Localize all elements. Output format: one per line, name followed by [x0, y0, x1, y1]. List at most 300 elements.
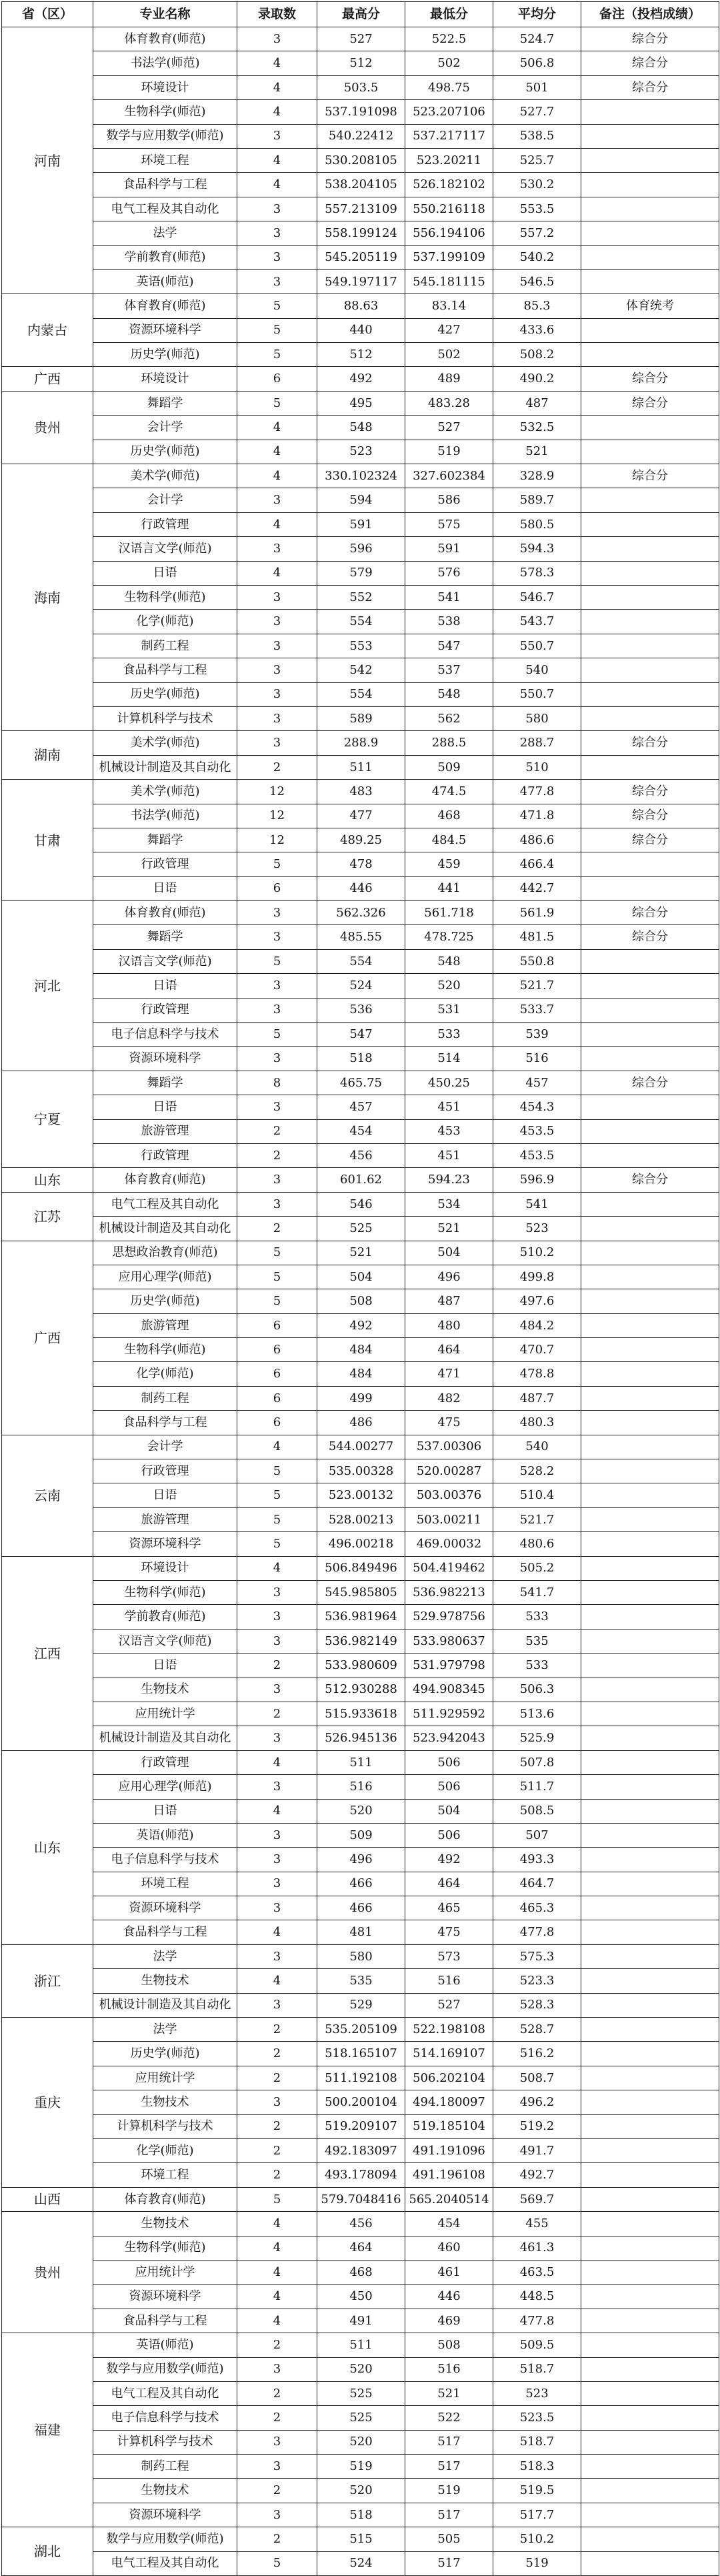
table-row	[2, 876, 719, 900]
major-cell: 生物科学(师范)	[93, 585, 237, 609]
remarks-cell	[581, 1313, 719, 1337]
highest-score-cell: 330.102324	[317, 464, 405, 488]
table-row	[2, 1338, 719, 1362]
major-cell: 体育教育(师范)	[93, 27, 237, 51]
highest-score-cell: 288.9	[317, 731, 405, 755]
average-score-cell: 470.7	[493, 1338, 581, 1362]
major-cell: 生物科学(师范)	[93, 1581, 237, 1605]
province-cell: 云南	[2, 1435, 93, 1556]
lowest-score-cell: 523.942043	[405, 1726, 493, 1750]
remarks-cell	[581, 537, 719, 561]
remarks-cell	[581, 1119, 719, 1143]
highest-score-cell: 554	[317, 610, 405, 634]
average-score-cell: 521.7	[493, 1507, 581, 1531]
table-row	[2, 440, 719, 464]
average-score-cell: 454.3	[493, 1095, 581, 1119]
highest-score-cell: 518	[317, 2503, 405, 2527]
lowest-score-cell: 451	[405, 1143, 493, 1167]
table-body	[2, 27, 719, 2576]
highest-score-cell: 542	[317, 658, 405, 682]
table-row	[2, 2333, 719, 2357]
major-cell: 电气工程及其自动化	[93, 1192, 237, 1216]
table-row	[2, 318, 719, 342]
major-cell: 生物科学(师范)	[93, 100, 237, 124]
lowest-score-cell: 517	[405, 2551, 493, 2575]
major-cell: 资源环境科学	[93, 2285, 237, 2309]
lowest-score-cell: 575	[405, 512, 493, 536]
table-row	[2, 634, 719, 658]
lowest-score-cell: 474.5	[405, 780, 493, 804]
remarks-cell	[581, 1532, 719, 1556]
table-row	[2, 1313, 719, 1337]
admitted-count-cell: 5	[237, 949, 317, 973]
lowest-score-cell: 503.00211	[405, 1507, 493, 1531]
remarks-cell	[581, 2236, 719, 2260]
lowest-score-cell: 523.207106	[405, 100, 493, 124]
average-score-cell: 501	[493, 75, 581, 99]
admitted-count-cell: 3	[237, 1629, 317, 1653]
remarks-cell	[581, 2114, 719, 2138]
lowest-score-cell: 475	[405, 1920, 493, 1944]
average-score-cell: 457	[493, 1071, 581, 1095]
average-score-cell: 517.7	[493, 2503, 581, 2527]
lowest-score-cell: 504	[405, 1799, 493, 1823]
average-score-cell: 493.3	[493, 1848, 581, 1872]
major-cell: 电气工程及其自动化	[93, 2551, 237, 2575]
major-cell: 食品科学与工程	[93, 173, 237, 197]
highest-score-cell: 549.197117	[317, 269, 405, 293]
remarks-cell	[581, 1362, 719, 1386]
table-row	[2, 1023, 719, 1047]
admitted-count-cell: 3	[237, 1872, 317, 1896]
admitted-count-cell: 6	[237, 1338, 317, 1362]
table-row	[2, 1532, 719, 1556]
remarks-cell	[581, 949, 719, 973]
remarks-cell	[581, 1896, 719, 1920]
average-score-cell: 580.5	[493, 512, 581, 536]
remarks-cell	[581, 561, 719, 585]
major-cell: 机械设计制造及其自动化	[93, 1993, 237, 2017]
remarks-cell	[581, 1143, 719, 1167]
major-cell: 历史学(师范)	[93, 1289, 237, 1313]
major-cell: 汉语言文学(师范)	[93, 1629, 237, 1653]
table-row	[2, 682, 719, 706]
table-row	[2, 1605, 719, 1629]
lowest-score-cell: 491.191096	[405, 2138, 493, 2162]
admitted-count-cell: 3	[237, 585, 317, 609]
lowest-score-cell: 522.5	[405, 27, 493, 51]
lowest-score-cell: 327.602384	[405, 464, 493, 488]
table-row	[2, 124, 719, 148]
major-cell: 制药工程	[93, 2455, 237, 2479]
table-row	[2, 2163, 719, 2187]
table-row	[2, 2357, 719, 2381]
lowest-score-cell: 529.978756	[405, 1605, 493, 1629]
average-score-cell: 543.7	[493, 610, 581, 634]
average-score-cell: 506.8	[493, 51, 581, 75]
lowest-score-cell: 550.216118	[405, 197, 493, 221]
remarks-cell	[581, 1023, 719, 1047]
admitted-count-cell: 12	[237, 828, 317, 852]
average-score-cell: 539	[493, 1023, 581, 1047]
major-cell: 应用统计学	[93, 2066, 237, 2090]
average-score-cell: 442.7	[493, 876, 581, 900]
major-cell: 计算机科学与技术	[93, 2114, 237, 2138]
major-cell: 英语(师范)	[93, 2333, 237, 2357]
admitted-count-cell: 4	[237, 2309, 317, 2333]
remarks-cell	[581, 1702, 719, 1726]
major-cell: 行政管理	[93, 1143, 237, 1167]
highest-score-cell: 456	[317, 1143, 405, 1167]
province-cell: 贵州	[2, 2212, 93, 2333]
lowest-score-cell: 502	[405, 343, 493, 367]
major-cell: 资源环境科学	[93, 2503, 237, 2527]
admitted-count-cell: 2	[237, 2114, 317, 2138]
average-score-cell: 523	[493, 1217, 581, 1241]
table-row	[2, 561, 719, 585]
lowest-score-cell: 531.979798	[405, 1654, 493, 1678]
major-cell: 电子信息科学与技术	[93, 1023, 237, 1047]
average-score-cell: 510.4	[493, 1483, 581, 1507]
table-row	[2, 1168, 719, 1192]
major-cell: 书法学(师范)	[93, 804, 237, 828]
lowest-score-cell: 83.14	[405, 294, 493, 318]
table-row	[2, 1143, 719, 1167]
table-row	[2, 512, 719, 536]
highest-score-cell: 546	[317, 1192, 405, 1216]
remarks-cell	[581, 1192, 719, 1216]
table-row	[2, 1483, 719, 1507]
remarks-cell: 综合分	[581, 780, 719, 804]
lowest-score-cell: 450.25	[405, 1071, 493, 1095]
highest-score-cell: 579.7048416	[317, 2187, 405, 2211]
remarks-cell	[581, 1095, 719, 1119]
remarks-cell	[581, 1047, 719, 1071]
remarks-cell	[581, 440, 719, 464]
major-cell: 日语	[93, 1799, 237, 1823]
average-score-cell: 484.2	[493, 1313, 581, 1337]
admitted-count-cell: 2	[237, 2042, 317, 2066]
remarks-cell: 综合分	[581, 901, 719, 925]
remarks-cell	[581, 755, 719, 779]
major-cell: 法学	[93, 1944, 237, 1968]
average-score-cell: 328.9	[493, 464, 581, 488]
average-score-cell: 507	[493, 1823, 581, 1847]
highest-score-cell: 477	[317, 804, 405, 828]
major-cell: 思想政治教育(师范)	[93, 1241, 237, 1265]
lowest-score-cell: 498.75	[405, 75, 493, 99]
table-row	[2, 2042, 719, 2066]
average-score-cell: 533	[493, 1654, 581, 1678]
highest-score-cell: 512	[317, 51, 405, 75]
major-cell: 应用统计学	[93, 1702, 237, 1726]
major-cell: 日语	[93, 1095, 237, 1119]
average-score-cell: 528.3	[493, 1993, 581, 2017]
table-row	[2, 1386, 719, 1410]
average-score-cell: 513.6	[493, 1702, 581, 1726]
table-row	[2, 51, 719, 75]
lowest-score-cell: 451	[405, 1095, 493, 1119]
highest-score-cell: 503.5	[317, 75, 405, 99]
remarks-cell	[581, 2455, 719, 2479]
highest-score-cell: 529	[317, 1993, 405, 2017]
highest-score-cell: 516	[317, 1775, 405, 1799]
major-cell: 行政管理	[93, 998, 237, 1022]
average-score-cell: 518.3	[493, 2455, 581, 2479]
highest-score-cell: 579	[317, 561, 405, 585]
remarks-cell: 体育统考	[581, 294, 719, 318]
table-row	[2, 1726, 719, 1750]
highest-score-cell: 526.945136	[317, 1726, 405, 1750]
province-cell: 重庆	[2, 2018, 93, 2188]
lowest-score-cell: 548	[405, 949, 493, 973]
remarks-cell: 综合分	[581, 804, 719, 828]
highest-score-cell: 464	[317, 2236, 405, 2260]
highest-score-cell: 558.199124	[317, 221, 405, 245]
highest-score-cell: 554	[317, 682, 405, 706]
lowest-score-cell: 288.5	[405, 731, 493, 755]
highest-score-cell: 485.55	[317, 925, 405, 949]
average-score-cell: 508.2	[493, 343, 581, 367]
remarks-cell: 综合分	[581, 51, 719, 75]
major-cell: 法学	[93, 221, 237, 245]
lowest-score-cell: 519.185104	[405, 2114, 493, 2138]
admitted-count-cell: 5	[237, 1023, 317, 1047]
province-cell: 福建	[2, 2333, 93, 2527]
average-score-cell: 490.2	[493, 367, 581, 391]
admitted-count-cell: 3	[237, 1095, 317, 1119]
remarks-cell: 综合分	[581, 464, 719, 488]
table-row	[2, 1556, 719, 1580]
table-row	[2, 391, 719, 415]
remarks-cell	[581, 1920, 719, 1944]
major-cell: 环境工程	[93, 2163, 237, 2187]
admitted-count-cell: 4	[237, 2212, 317, 2236]
remarks-cell	[581, 2285, 719, 2309]
admitted-count-cell: 4	[237, 440, 317, 464]
average-score-cell: 594.3	[493, 537, 581, 561]
admitted-count-cell: 2	[237, 1119, 317, 1143]
average-score-cell: 527.7	[493, 100, 581, 124]
remarks-cell	[581, 2018, 719, 2042]
header-admitted-count: 录取数	[237, 2, 317, 27]
major-cell: 应用统计学	[93, 2260, 237, 2284]
remarks-cell	[581, 2381, 719, 2405]
table-row	[2, 197, 719, 221]
header-remarks: 备注（投档成绩）	[581, 2, 719, 27]
highest-score-cell: 493.178094	[317, 2163, 405, 2187]
table-row	[2, 1896, 719, 1920]
remarks-cell	[581, 2503, 719, 2527]
remarks-cell	[581, 876, 719, 900]
lowest-score-cell: 573	[405, 1944, 493, 1968]
admitted-count-cell: 12	[237, 804, 317, 828]
lowest-score-cell: 536.982213	[405, 1581, 493, 1605]
admitted-count-cell: 2	[237, 2018, 317, 2042]
average-score-cell: 497.6	[493, 1289, 581, 1313]
table-row	[2, 173, 719, 197]
table-row	[2, 1775, 719, 1799]
admitted-count-cell: 2	[237, 1143, 317, 1167]
remarks-cell	[581, 634, 719, 658]
average-score-cell: 521	[493, 440, 581, 464]
admitted-count-cell: 4	[237, 1799, 317, 1823]
major-cell: 应用心理学(师范)	[93, 1775, 237, 1799]
average-score-cell: 546.5	[493, 269, 581, 293]
lowest-score-cell: 475	[405, 1411, 493, 1435]
average-score-cell: 499.8	[493, 1265, 581, 1289]
highest-score-cell: 536.982149	[317, 1629, 405, 1653]
highest-score-cell: 484	[317, 1362, 405, 1386]
major-cell: 体育教育(师范)	[93, 294, 237, 318]
highest-score-cell: 457	[317, 1095, 405, 1119]
average-score-cell: 519	[493, 2551, 581, 2575]
remarks-cell	[581, 488, 719, 512]
lowest-score-cell: 494.180097	[405, 2090, 493, 2114]
table-row	[2, 828, 719, 852]
province-cell: 内蒙古	[2, 294, 93, 367]
highest-score-cell: 536	[317, 998, 405, 1022]
major-cell: 制药工程	[93, 634, 237, 658]
highest-score-cell: 450	[317, 2285, 405, 2309]
province-cell: 广西	[2, 367, 93, 391]
highest-score-cell: 527	[317, 27, 405, 51]
province-cell: 山西	[2, 2187, 93, 2211]
table-row	[2, 804, 719, 828]
lowest-score-cell: 506	[405, 1750, 493, 1774]
table-row	[2, 2479, 719, 2503]
average-score-cell: 496.2	[493, 2090, 581, 2114]
lowest-score-cell: 520	[405, 974, 493, 998]
remarks-cell: 综合分	[581, 1168, 719, 1192]
admitted-count-cell: 3	[237, 245, 317, 269]
average-score-cell: 557.2	[493, 221, 581, 245]
major-cell: 数学与应用数学(师范)	[93, 2357, 237, 2381]
admitted-count-cell: 3	[237, 1581, 317, 1605]
table-row	[2, 1629, 719, 1653]
highest-score-cell: 528.00213	[317, 1507, 405, 1531]
average-score-cell: 481.5	[493, 925, 581, 949]
lowest-score-cell: 537.217117	[405, 124, 493, 148]
remarks-cell	[581, 2357, 719, 2381]
admitted-count-cell: 2	[237, 2381, 317, 2405]
highest-score-cell: 483	[317, 780, 405, 804]
highest-score-cell: 540.22412	[317, 124, 405, 148]
lowest-score-cell: 519	[405, 2479, 493, 2503]
major-cell: 舞蹈学	[93, 1071, 237, 1095]
highest-score-cell: 489.25	[317, 828, 405, 852]
remarks-cell	[581, 148, 719, 172]
admitted-count-cell: 3	[237, 1047, 317, 1071]
average-score-cell: 480.6	[493, 1532, 581, 1556]
table-row	[2, 245, 719, 269]
average-score-cell: 477.8	[493, 1920, 581, 1944]
province-cell: 山东	[2, 1168, 93, 1192]
lowest-score-cell: 502	[405, 51, 493, 75]
province-cell: 宁夏	[2, 1071, 93, 1168]
table-row	[2, 2212, 719, 2236]
table-row	[2, 1071, 719, 1095]
average-score-cell: 528.2	[493, 1459, 581, 1483]
average-score-cell: 455	[493, 2212, 581, 2236]
highest-score-cell: 492	[317, 367, 405, 391]
admitted-count-cell: 4	[237, 75, 317, 99]
remarks-cell	[581, 1629, 719, 1653]
highest-score-cell: 518.165107	[317, 2042, 405, 2066]
highest-score-cell: 557.213109	[317, 197, 405, 221]
remarks-cell: 综合分	[581, 731, 719, 755]
lowest-score-cell: 516	[405, 1969, 493, 1993]
major-cell: 机械设计制造及其自动化	[93, 755, 237, 779]
highest-score-cell: 530.208105	[317, 148, 405, 172]
header-highest-score: 最高分	[317, 2, 405, 27]
lowest-score-cell: 594.23	[405, 1168, 493, 1192]
table-row	[2, 1823, 719, 1847]
table-row	[2, 2260, 719, 2284]
highest-score-cell: 511	[317, 1750, 405, 1774]
admitted-count-cell: 3	[237, 682, 317, 706]
admitted-count-cell: 3	[237, 124, 317, 148]
table-row	[2, 2236, 719, 2260]
highest-score-cell: 492.183097	[317, 2138, 405, 2162]
admitted-count-cell: 3	[237, 974, 317, 998]
table-row	[2, 925, 719, 949]
major-cell: 法学	[93, 2018, 237, 2042]
major-cell: 会计学	[93, 416, 237, 440]
highest-score-cell: 554	[317, 949, 405, 973]
table-row	[2, 367, 719, 391]
admitted-count-cell: 3	[237, 1726, 317, 1750]
average-score-cell: 477.8	[493, 780, 581, 804]
lowest-score-cell: 533.980637	[405, 1629, 493, 1653]
admitted-count-cell: 2	[237, 755, 317, 779]
lowest-score-cell: 548	[405, 682, 493, 706]
average-score-cell: 492.7	[493, 2163, 581, 2187]
admitted-count-cell: 5	[237, 1532, 317, 1556]
admitted-count-cell: 6	[237, 367, 317, 391]
admitted-count-cell: 4	[237, 51, 317, 75]
average-score-cell: 540.2	[493, 245, 581, 269]
table-row	[2, 221, 719, 245]
lowest-score-cell: 464	[405, 1338, 493, 1362]
major-cell: 书法学(师范)	[93, 51, 237, 75]
remarks-cell	[581, 1654, 719, 1678]
major-cell: 环境设计	[93, 367, 237, 391]
average-score-cell: 541	[493, 1192, 581, 1216]
lowest-score-cell: 562	[405, 706, 493, 730]
highest-score-cell: 523	[317, 440, 405, 464]
admitted-count-cell: 4	[237, 416, 317, 440]
highest-score-cell: 495	[317, 391, 405, 415]
average-score-cell: 580	[493, 706, 581, 730]
highest-score-cell: 504	[317, 1265, 405, 1289]
table-row	[2, 1969, 719, 1993]
province-cell: 河北	[2, 901, 93, 1071]
highest-score-cell: 506.849496	[317, 1556, 405, 1580]
lowest-score-cell: 522	[405, 2406, 493, 2430]
admitted-count-cell: 3	[237, 2090, 317, 2114]
major-cell: 旅游管理	[93, 1119, 237, 1143]
admitted-count-cell: 4	[237, 464, 317, 488]
major-cell: 舞蹈学	[93, 828, 237, 852]
lowest-score-cell: 508	[405, 2333, 493, 2357]
major-cell: 计算机科学与技术	[93, 2430, 237, 2454]
lowest-score-cell: 468	[405, 804, 493, 828]
admitted-count-cell: 5	[237, 2187, 317, 2211]
major-cell: 行政管理	[93, 852, 237, 876]
lowest-score-cell: 586	[405, 488, 493, 512]
remarks-cell	[581, 998, 719, 1022]
